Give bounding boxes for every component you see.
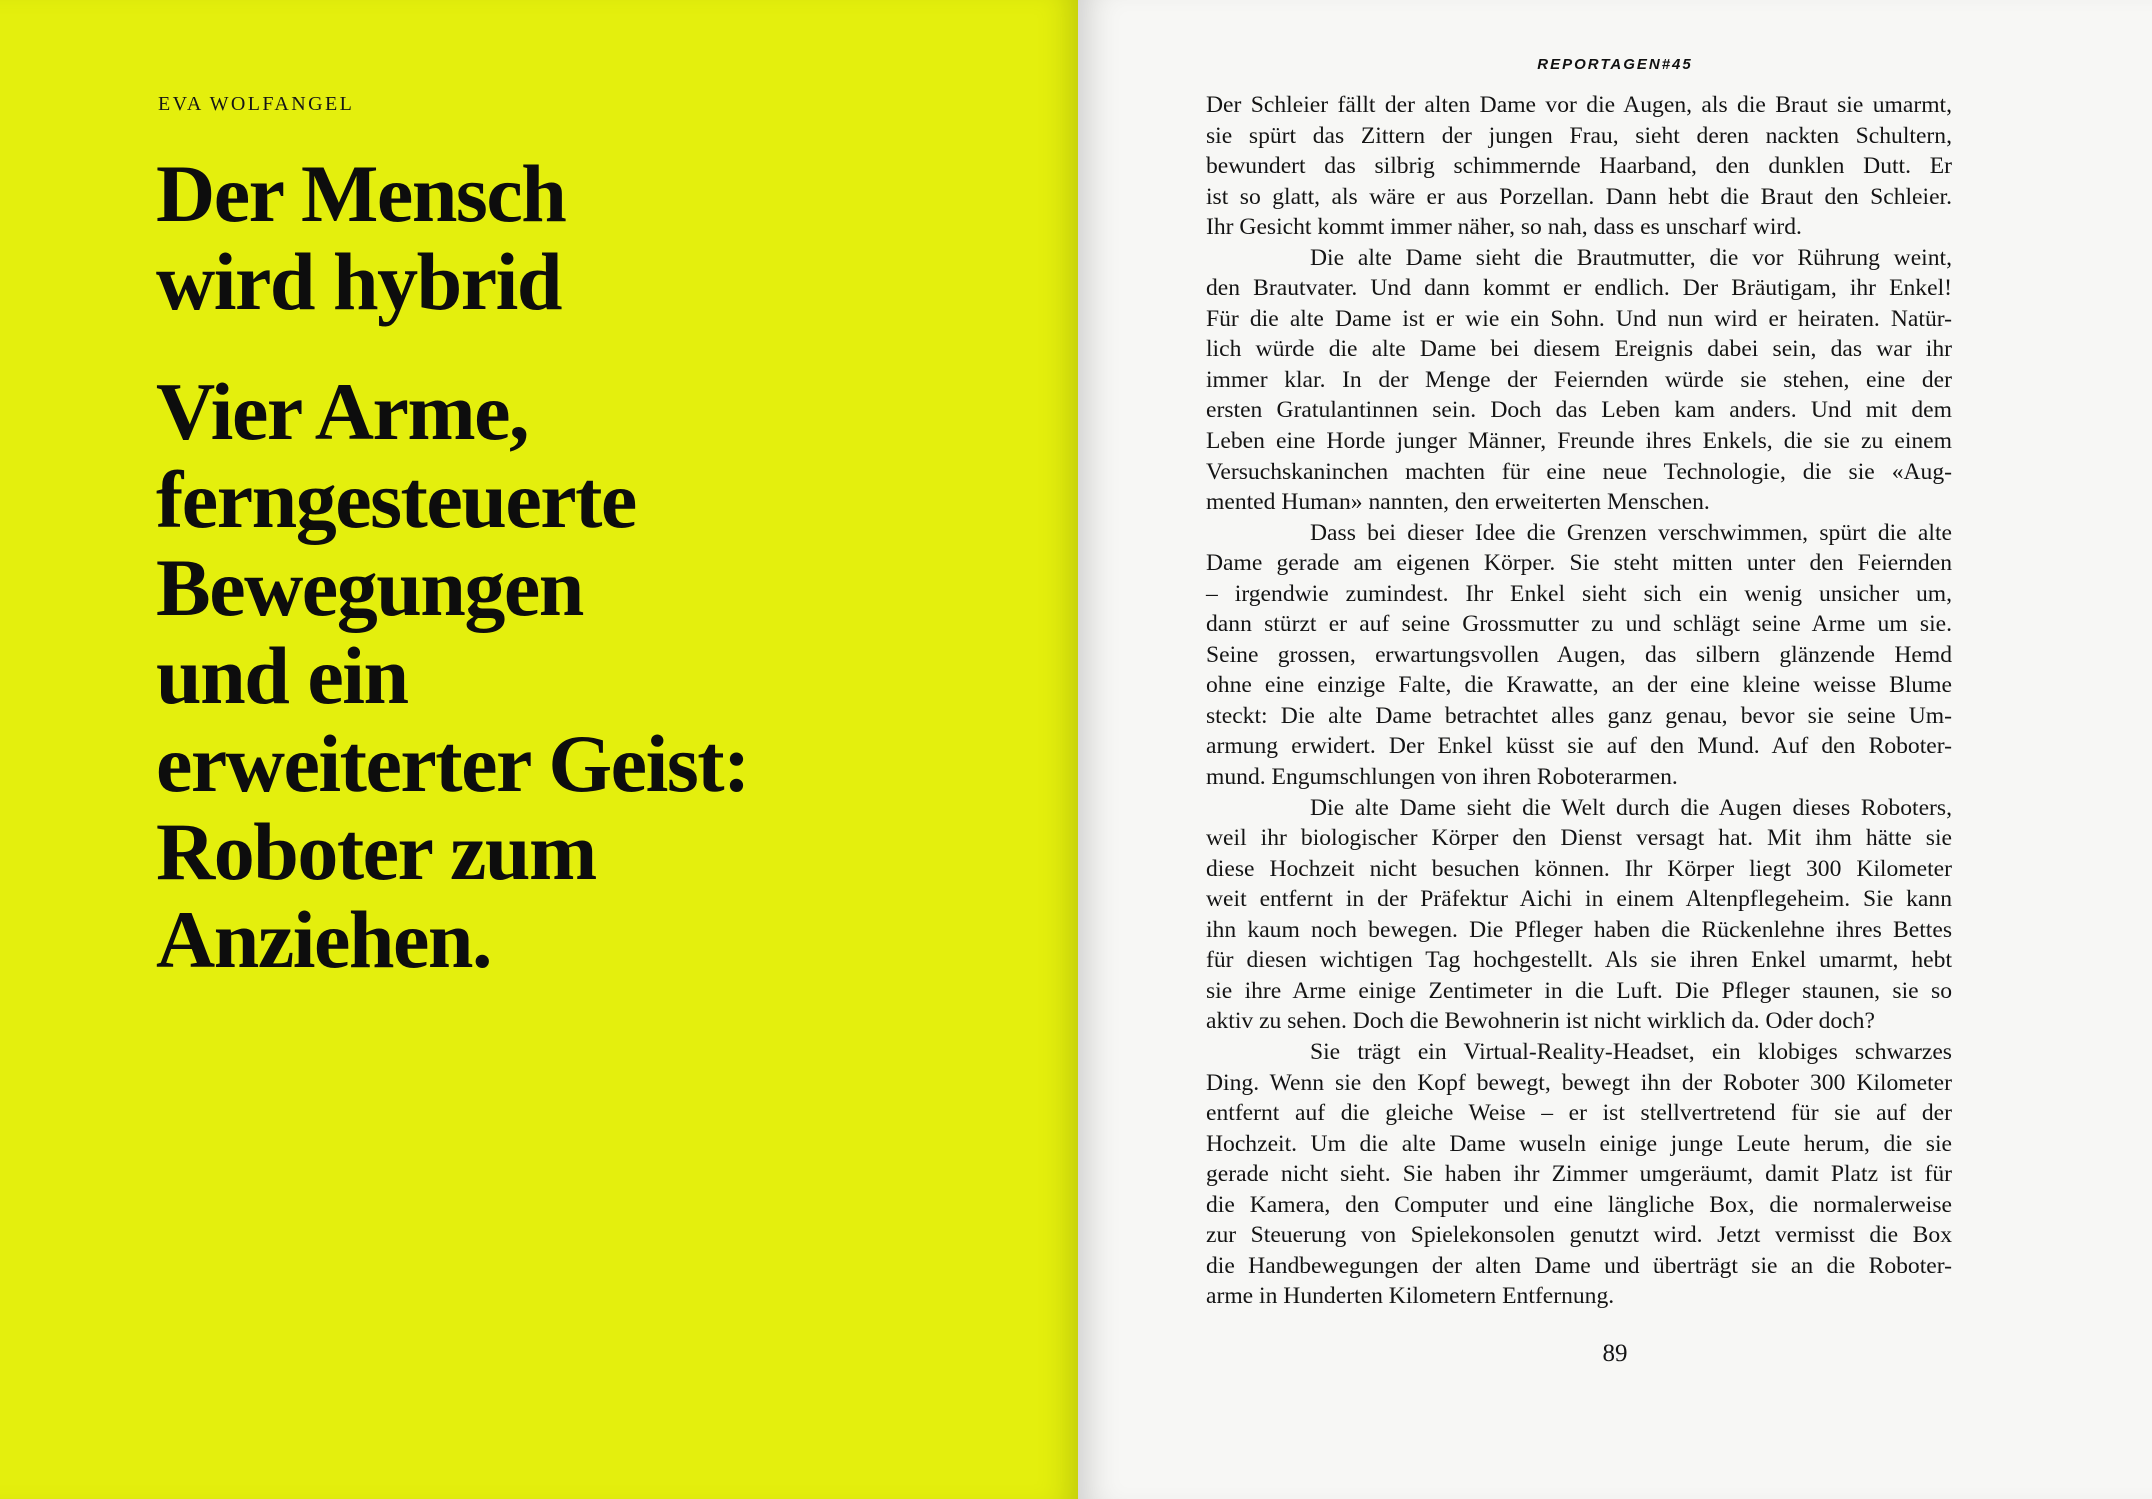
text-line: ohne eine einzige Falte, die Krawatte, an der eine kleine weisse Blume: [1206, 672, 1952, 699]
article-body: [1206, 90, 1952, 1312]
text-line: Dame gerade am eigenen Körper. Sie steht mitten unter den Feiernden: [1206, 550, 1952, 577]
paragraph: [1206, 90, 1952, 243]
text-line: weil ihr biologischer Körper den Dienst versagt hat. Mit ihm hätte sie: [1206, 825, 1952, 852]
running-head: REPORTAGEN#45: [1537, 56, 1693, 73]
text-line: Dass bei dieser Idee die Grenzen verschwimmen, spürt die alte: [1310, 519, 1952, 546]
text-line: Seine grossen, erwartungsvollen Augen, das silbern glänzende Hemd: [1206, 641, 1952, 668]
text-line: ist so glatt, als wäre er aus Porzellan. Dann hebt die Braut den Schleier.: [1206, 183, 1952, 210]
article-subtitle: [156, 368, 749, 984]
text-line: entfernt auf die gleiche Weise – er ist stellvertretend für sie auf der: [1206, 1100, 1952, 1127]
subtitle-line: erweiterter Geist:: [156, 718, 749, 809]
text-line: die Kamera, den Computer und eine längliche Box, die normalerweise: [1206, 1191, 1952, 1218]
text-line: sie ihre Arme einige Zentimeter in die Luft. Die Pfleger staunen, sie so: [1206, 977, 1952, 1004]
text-line: ersten Gratulantinnen sein. Doch das Leben kam anders. Und mit dem: [1206, 397, 1952, 424]
text-line: immer klar. In der Menge der Feiernden würde sie stehen, eine der: [1206, 366, 1952, 393]
paragraph: [1206, 793, 1952, 1037]
text-line: Sie trägt ein Virtual-Reality-Headset, ein klobiges schwarzes: [1310, 1038, 1952, 1065]
text-line: Ihr Gesicht kommt immer näher, so nah, dass es unscharf wird.: [1206, 214, 1802, 241]
paragraph: [1206, 1037, 1952, 1312]
text-line: mund. Engumschlungen von ihren Roboterarmen.: [1206, 764, 1678, 791]
text-line: Hochzeit. Um die alte Dame wuseln einige junge Leute herum, die sie: [1206, 1130, 1952, 1157]
text-line: ihn kaum noch bewegen. Die Pfleger haben die Rückenlehne ihres Bettes: [1206, 916, 1952, 943]
subtitle-line: Vier Arme,: [156, 366, 529, 457]
text-line: – irgendwie zumindest. Ihr Enkel sieht sich ein wenig unsicher um,: [1206, 580, 1952, 607]
text-line: Versuchskaninchen machten für eine neue Technologie, die sie «Aug-: [1206, 458, 1952, 485]
subtitle-line: Roboter zum: [156, 806, 596, 897]
text-line: Der Schleier fällt der alten Dame vor die Augen, als die Braut sie umarmt,: [1206, 92, 1952, 118]
text-line: Die alte Dame sieht die Brautmutter, die vor Rührung weint,: [1310, 244, 1952, 271]
text-line: armung erwidert. Der Enkel küsst sie auf den Mund. Auf den Roboter-: [1206, 733, 1952, 760]
text-line: lich würde die alte Dame bei diesem Ereignis dabei sein, das war ihr: [1206, 336, 1952, 363]
text-line: weit entfernt in der Präfektur Aichi in einem Altenpflegeheim. Sie kann: [1206, 886, 1952, 913]
paragraph: [1206, 243, 1952, 518]
article-title: [156, 150, 565, 326]
text-line: Die alte Dame sieht die Welt durch die Augen dieses Roboters,: [1310, 794, 1952, 821]
page-number: 89: [1602, 1340, 1628, 1367]
title-line: wird hybrid: [156, 236, 561, 327]
text-line: bewundert das silbrig schimmernde Haarband, den dunklen Dutt. Er: [1206, 153, 1952, 180]
subtitle-line: Bewegungen: [156, 542, 583, 633]
text-line: die Handbewegungen der alten Dame und überträgt sie an die Roboter-: [1206, 1252, 1952, 1279]
text-line: mented Human» nannten, den erweiterten Menschen.: [1206, 489, 1710, 516]
text-line: zur Steuerung von Spielekonsolen genutzt wird. Jetzt vermisst die Box: [1206, 1222, 1952, 1249]
text-line: Für die alte Dame ist er wie ein Sohn. Und nun wird er heiraten. Natür-: [1206, 305, 1952, 332]
text-line: steckt: Die alte Dame betrachtet alles ganz genau, bevor sie seine Um-: [1206, 702, 1952, 729]
text-line: sie spürt das Zittern der jungen Frau, sieht deren nackten Schultern,: [1206, 122, 1952, 149]
text-line: für diesen wichtigen Tag hochgestellt. Als sie ihren Enkel umarmt, hebt: [1206, 947, 1952, 974]
text-line: gerade nicht sieht. Sie haben ihr Zimmer umgeräumt, damit Platz ist für: [1206, 1161, 1952, 1188]
text-line: aktiv zu sehen. Doch die Bewohnerin ist nicht wirklich da. Oder doch?: [1206, 1008, 1875, 1035]
paragraph: [1206, 518, 1952, 793]
text-line: den Brautvater. Und dann kommt er endlich. Der Bräutigam, ihr Enkel!: [1206, 275, 1952, 302]
subtitle-line: ferngesteuerte: [156, 454, 636, 545]
right-page: [1078, 0, 2152, 1499]
text-line: Leben eine Horde junger Männer, Freunde ihres Enkels, die sie zu einem: [1206, 428, 1952, 455]
text-line: Ding. Wenn sie den Kopf bewegt, bewegt ihn der Roboter 300 Kilometer: [1206, 1069, 1952, 1096]
text-line: dann stürzt er auf seine Grossmutter zu und schlägt seine Arme um sie.: [1206, 611, 1952, 638]
subtitle-line: Anziehen.: [156, 894, 491, 985]
text-line: diese Hochzeit nicht besuchen können. Ihr Körper liegt 300 Kilometer: [1206, 855, 1952, 882]
author-name: EVA WOLFANGEL: [158, 93, 355, 115]
title-line: Der Mensch: [156, 148, 566, 239]
text-line: arme in Hunderten Kilometern Entfernung.: [1206, 1283, 1615, 1310]
subtitle-line: und ein: [156, 630, 408, 721]
